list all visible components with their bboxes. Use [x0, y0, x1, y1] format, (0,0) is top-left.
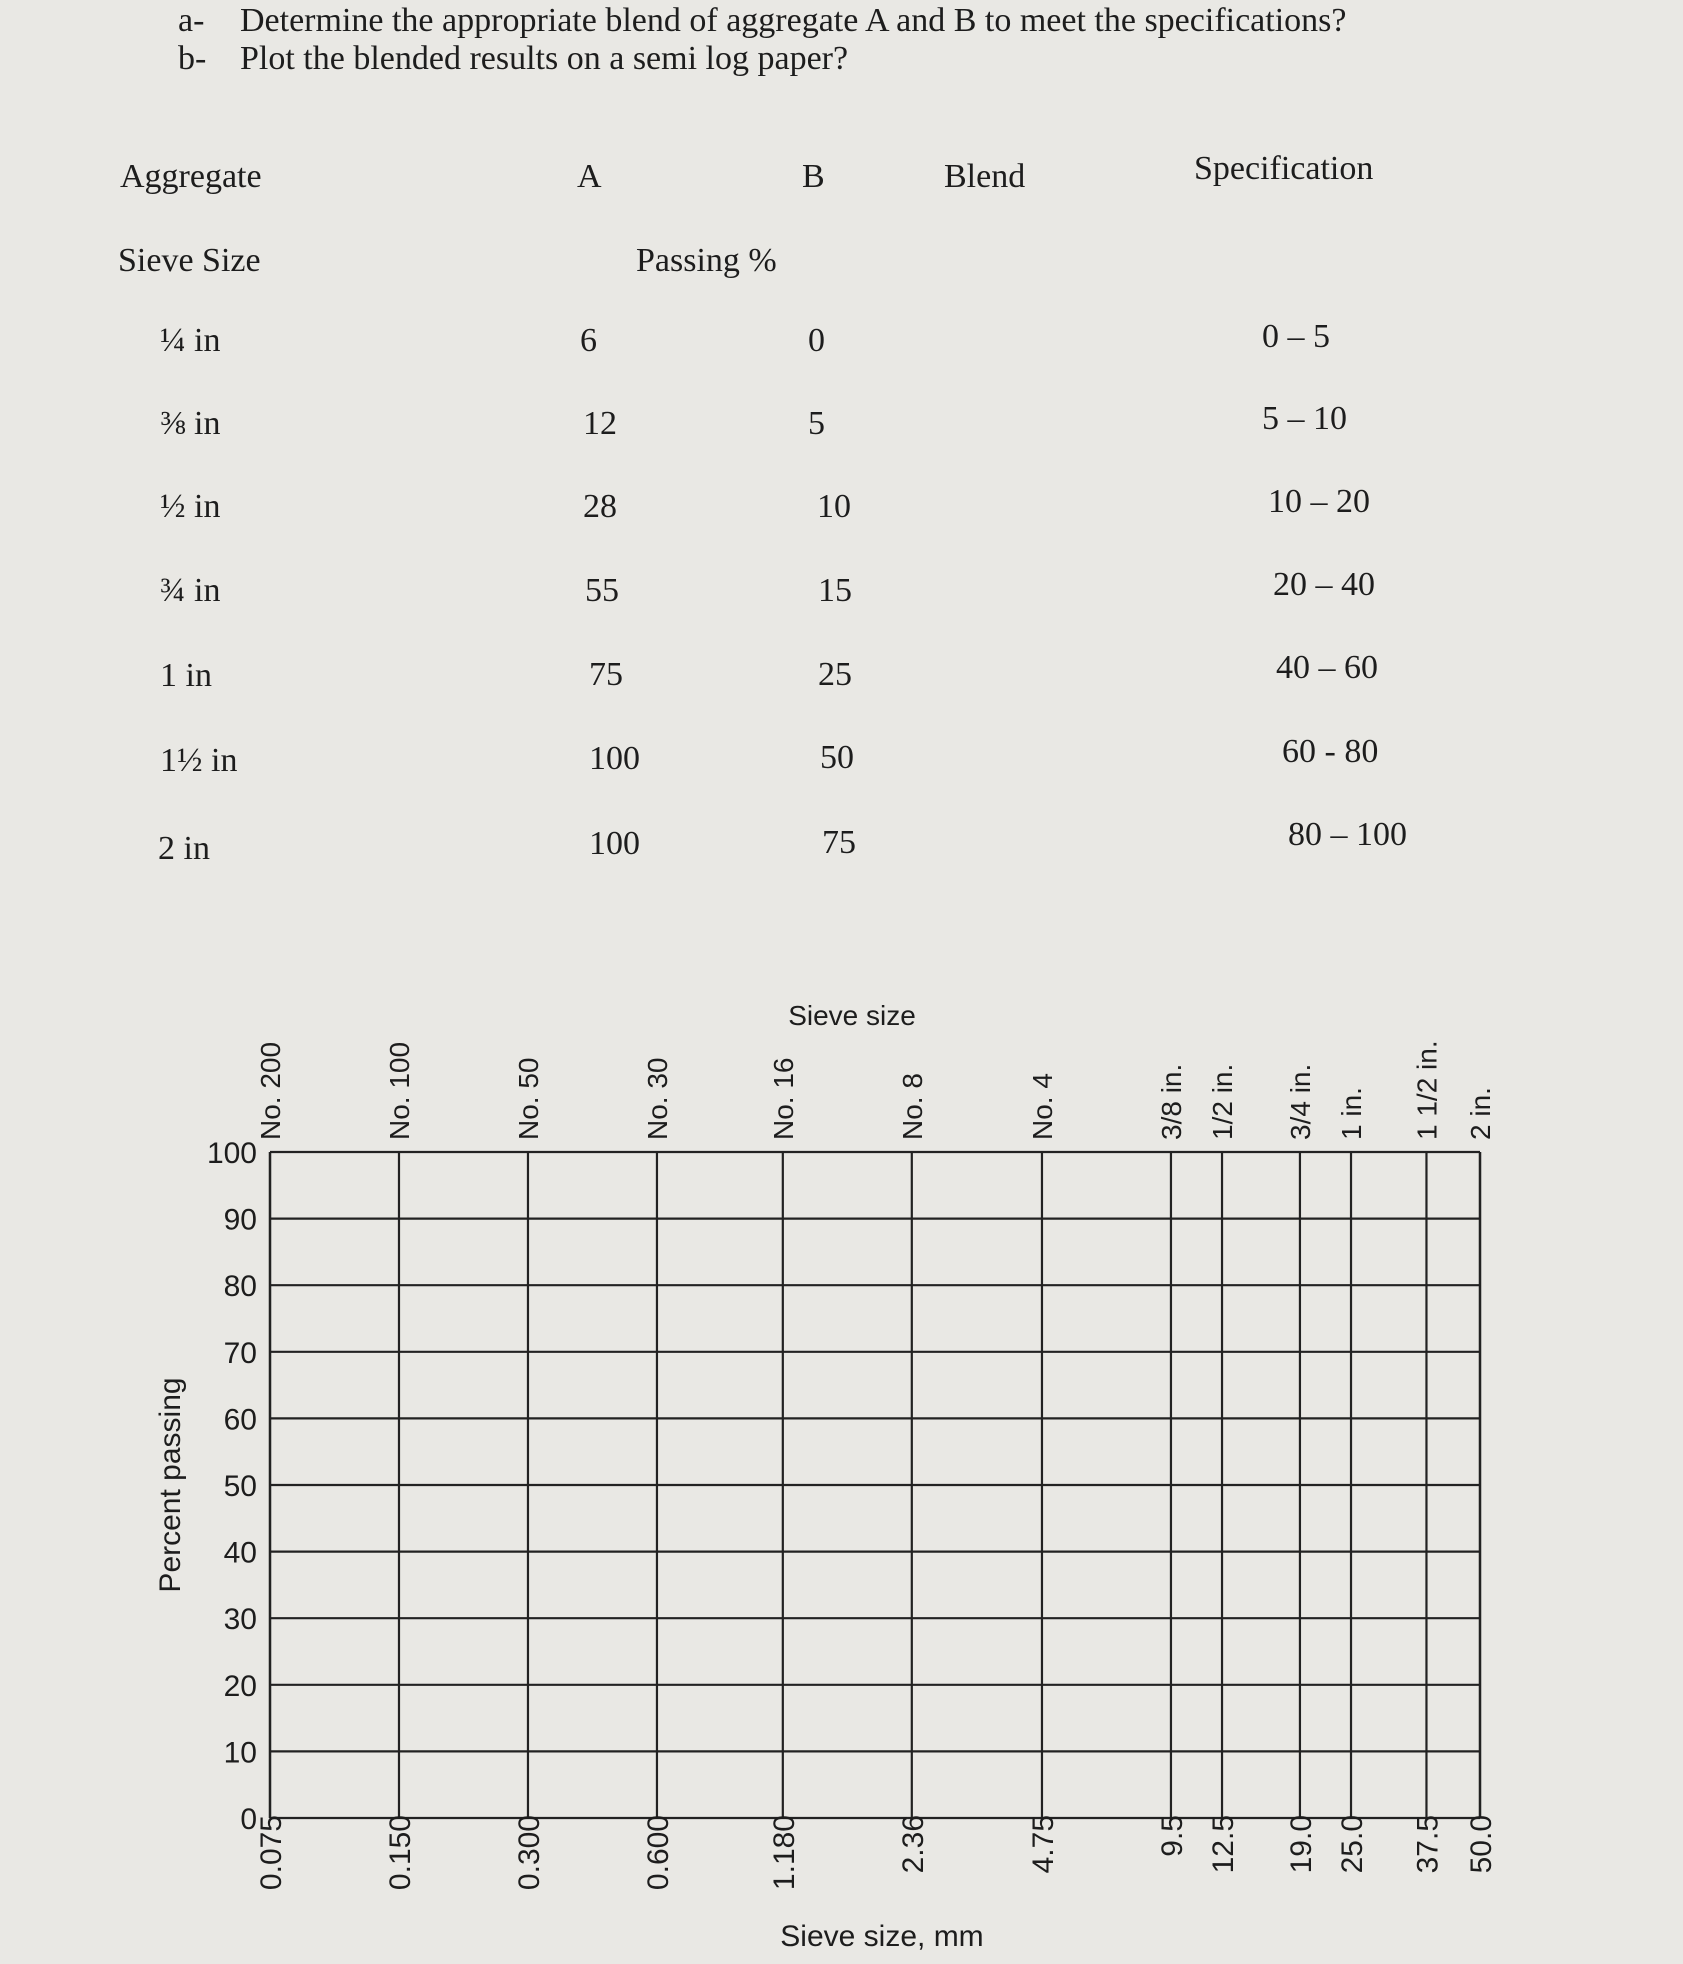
y-tick-label: 10 — [223, 1736, 257, 1770]
sieve-mm-label: 37.5 — [1411, 1815, 1445, 1874]
sieve-name-label: No. 100 — [383, 1041, 415, 1140]
sieve-mm-label: 2.36 — [896, 1815, 930, 1874]
subheader-passing: Passing % — [636, 242, 777, 279]
x-axis-title: Sieve size, mm — [780, 1920, 984, 1953]
row-7-a: 100 — [589, 825, 640, 862]
sieve-mm-label: 1.180 — [767, 1815, 801, 1891]
row-1-b: 0 — [808, 322, 825, 359]
sieve-name-label: 1 in. — [1336, 1087, 1368, 1140]
sieve-name-label: No. 16 — [767, 1057, 799, 1140]
y-tick-label: 90 — [223, 1203, 257, 1237]
row-5-a: 75 — [589, 656, 623, 693]
row-6-b: 50 — [820, 739, 854, 776]
row-1-a: 6 — [580, 322, 597, 359]
sieve-name-label: 1/2 in. — [1207, 1063, 1239, 1140]
sieve-mm-label: 9.5 — [1155, 1815, 1189, 1857]
sieve-mm-label: 50.0 — [1465, 1815, 1498, 1874]
sieve-name-label: 3/4 in. — [1284, 1063, 1316, 1140]
question-a-label: a- — [178, 2, 205, 39]
row-5-sieve: 1 in — [160, 657, 212, 694]
sieve-name-label: 3/8 in. — [1155, 1063, 1187, 1140]
row-5-spec: 40 – 60 — [1276, 649, 1378, 686]
sieve-mm-label: 0.150 — [383, 1815, 417, 1891]
question-a-text: Determine the appropriate blend of aggregate A and B to meet the specifications? — [240, 2, 1347, 39]
y-tick-label: 60 — [223, 1403, 257, 1437]
row-2-a: 12 — [583, 405, 617, 442]
row-1-spec: 0 – 5 — [1262, 318, 1330, 355]
row-5-b: 25 — [818, 656, 852, 693]
row-6-a: 100 — [589, 740, 640, 777]
y-tick-label: 40 — [223, 1536, 257, 1570]
question-b-label: b- — [178, 40, 207, 77]
sieve-name-label: No. 30 — [641, 1057, 673, 1140]
sieve-name-label: No. 8 — [896, 1073, 928, 1140]
sieve-mm-label: 0.300 — [512, 1815, 546, 1891]
row-4-sieve: ¾ in — [160, 572, 221, 609]
header-specification: Specification — [1194, 150, 1374, 187]
row-7-b: 75 — [822, 824, 856, 861]
y-tick-label: 20 — [223, 1669, 257, 1703]
sieve-mm-label: 0.600 — [641, 1815, 675, 1891]
y-tick-label: 0 — [240, 1803, 257, 1836]
sieve-name-label: No. 50 — [512, 1057, 544, 1140]
y-axis-title: Percent passing — [154, 1377, 187, 1593]
header-aggregate: Aggregate — [120, 158, 262, 195]
header-blend: Blend — [944, 158, 1026, 195]
row-3-b: 10 — [817, 488, 851, 525]
row-6-sieve: 1½ in — [160, 742, 238, 779]
row-7-sieve: 2 in — [158, 830, 210, 867]
sieve-mm-label: 12.5 — [1207, 1815, 1241, 1874]
sieve-mm-label: 25.0 — [1336, 1815, 1370, 1874]
header-b: B — [802, 158, 825, 195]
sieve-name-label: No. 4 — [1026, 1073, 1058, 1140]
row-4-spec: 20 – 40 — [1273, 566, 1375, 603]
row-6-spec: 60 - 80 — [1282, 733, 1379, 770]
y-tick-label: 30 — [223, 1603, 257, 1637]
sieve-name-label: 1 1/2 in. — [1411, 1040, 1443, 1140]
y-tick-label: 70 — [223, 1336, 257, 1370]
question-b-text: Plot the blended results on a semi log paper? — [240, 40, 849, 77]
y-tick-label: 100 — [206, 1137, 257, 1170]
chart-title: Sieve size — [788, 1000, 916, 1031]
row-4-a: 55 — [585, 572, 619, 609]
header-a: A — [577, 158, 602, 195]
y-tick-label: 50 — [223, 1470, 257, 1503]
sieve-mm-label: 0.075 — [255, 1815, 288, 1891]
sieve-mm-label: 19.0 — [1284, 1815, 1318, 1874]
row-4-b: 15 — [818, 572, 852, 609]
row-3-spec: 10 – 20 — [1268, 483, 1370, 520]
row-1-sieve: ¼ in — [160, 322, 221, 359]
sieve-name-label: No. 200 — [255, 1041, 286, 1140]
row-3-a: 28 — [583, 488, 617, 525]
y-tick-label: 80 — [223, 1270, 257, 1304]
sieve-mm-label: 4.75 — [1026, 1815, 1060, 1874]
row-2-spec: 5 – 10 — [1262, 400, 1347, 437]
row-2-sieve: ⅜ in — [160, 405, 221, 442]
row-7-spec: 80 – 100 — [1288, 816, 1407, 853]
subheader-sieve-size: Sieve Size — [118, 242, 261, 279]
sieve-name-label: 2 in. — [1465, 1087, 1496, 1140]
row-3-sieve: ½ in — [160, 488, 221, 525]
row-2-b: 5 — [808, 405, 825, 442]
